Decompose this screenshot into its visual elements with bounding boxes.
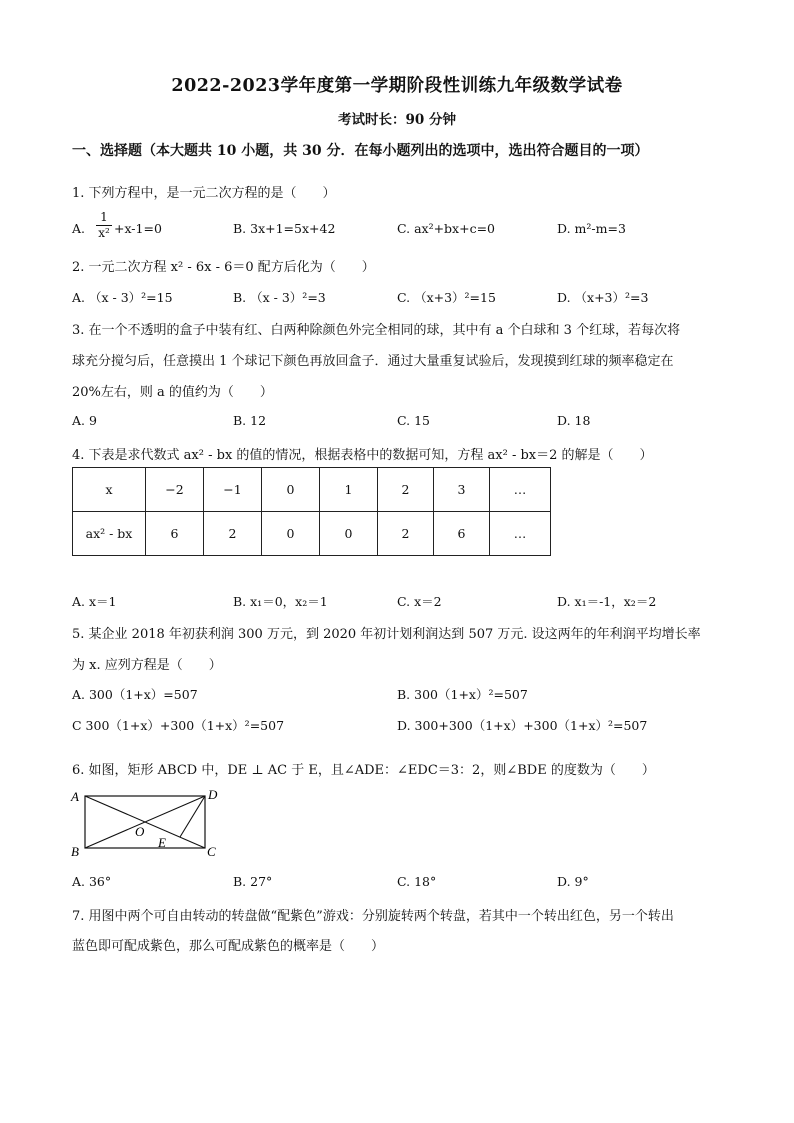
q4-option-a: A. x＝1 [72,594,117,609]
question-7-line-2: 蓝色即可配成紫色，那么可配成紫色的概率是（ ） [72,939,385,954]
table-cell: −2 [146,468,204,512]
q3-option-d: D. 18 [557,413,591,428]
table-cell: 1 [320,468,378,512]
q5-option-c: C 300（1+x）+300（1+x）²=507 [72,718,285,733]
table-cell: x [73,468,146,512]
q3-option-b: B. 12 [233,413,267,428]
question-3-line-2: 球充分搅匀后，任意摸出 1 个球记下颜色再放回盒子．通过大量重复试验后，发现摸到红球的频率稳定在 [72,354,674,369]
point-label-o: O [135,824,145,839]
q3-option-a: A. 9 [72,413,97,428]
q1-option-b: B. 3x+1=5x+42 [233,221,336,236]
table-cell: 0 [262,512,320,556]
rectangle-abcd-figure [68,784,228,864]
q5-option-b: B. 300（1+x）²=507 [397,687,528,702]
q6-option-b: B. 27° [233,874,273,889]
q1-option-a-rest: +x-1=0 [114,221,162,236]
q2-option-d: D. （x+3）²=3 [557,290,649,305]
q2-option-b: B. （x - 3）²=3 [233,290,326,305]
q2-option-a: A. （x - 3）²=15 [72,290,173,305]
q3-option-c: C. 15 [397,413,430,428]
vertex-label-c: C [207,844,216,859]
vertex-label-a: A [71,789,79,804]
q6-option-a: A. 36° [72,874,112,889]
q1-option-a-fraction [95,210,113,241]
q1-option-d: D. m²-m=3 [557,221,626,236]
value-table [72,467,551,556]
exam-duration: 考试时长：90 分钟 [338,112,456,128]
section-heading: 一、选择题（本大题共 10 小题，共 30 分．在每小题列出的选项中，选出符合题目的一项） [72,143,649,159]
q4-option-b: B. x₁＝0，x₂＝1 [233,594,328,609]
question-7-line-1: 7. 用图中两个可自由转动的转盘做“配紫色”游戏：分别旋转两个转盘，若其中一个转出红色，另一个转出 [72,909,674,924]
question-3-line-1: 3. 在一个不透明的盒子中装有红、白两种除颜色外完全相同的球，其中有 a 个白球和 3 个红球，若每次将 [72,323,681,338]
vertex-label-b: B [71,844,79,859]
point-label-e: E [158,835,166,850]
table-cell: ax² - bx [73,512,146,556]
question-5-line-2: 为 x. 应列方程是（ ） [72,658,222,673]
table-cell: 0 [262,468,320,512]
table-row [73,468,551,512]
table-cell: 2 [378,512,434,556]
table-cell: … [490,512,551,556]
q5-option-d: D. 300+300（1+x）+300（1+x）²=507 [397,718,648,733]
q6-option-c: C. 18° [397,874,437,889]
q5-option-a: A. 300（1+x）=507 [72,687,198,702]
q4-option-c: C. x＝2 [397,594,442,609]
q2-option-c: C. （x+3）²=15 [397,290,496,305]
table-cell: 3 [434,468,490,512]
segment-de [180,796,205,837]
q1-option-c: C. ax²+bx+c=0 [397,221,496,236]
question-3-line-3: 20%左右，则 a 的值约为（ ） [72,385,273,400]
table-cell: 6 [434,512,490,556]
question-4-stem: 4. 下表是求代数式 ax² - bx 的值的情况，根据表格中的数据可知，方程 ax² - bx＝2 的解是（ ） [72,448,653,463]
table-cell: 6 [146,512,204,556]
q4-option-d: D. x₁＝-1，x₂＝2 [557,594,657,609]
table-cell: … [490,468,551,512]
fraction-numerator: 1 [100,210,108,224]
exam-title: 2022-2023学年度第一学期阶段性训练九年级数学试卷 [171,76,623,96]
question-1-stem: 1. 下列方程中，是一元二次方程的是（ ） [72,186,336,201]
q1-option-a-prefix: A. [72,221,86,236]
fraction-denominator: x² [98,226,110,240]
question-2-stem: 2. 一元二次方程 x² - 6x - 6＝0 配方后化为（ ） [72,260,375,275]
question-5-line-1: 5. 某企业 2018 年初获利润 300 万元，到 2020 年初计划利润达到 507 万元. 设这两年的年利润平均增长率 [72,627,701,642]
table-cell: −1 [204,468,262,512]
table-row [73,512,551,556]
table-cell: 2 [378,468,434,512]
table-cell: 2 [204,512,262,556]
question-6-stem: 6. 如图，矩形 ABCD 中，DE ⊥ AC 于 E，且∠ADE：∠EDC＝3：2，则∠BDE 的度数为（ ） [72,763,655,778]
table-cell: 0 [320,512,378,556]
q6-option-d: D. 9° [557,874,589,889]
vertex-label-d: D [208,787,218,802]
